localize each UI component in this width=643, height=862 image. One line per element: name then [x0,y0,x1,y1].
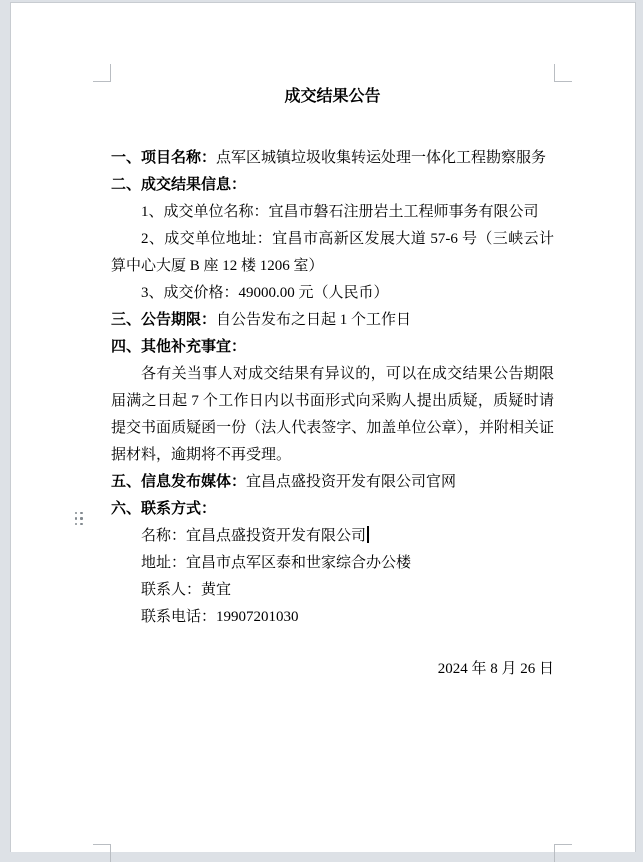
margin-crop-mark-top-left [93,64,111,82]
paragraph-text: 各有关当事人对成交结果有异议的，可以在成交结果公告期限届满之日起 7 个工作日内以书面形式向采购人提出质疑，质疑时请提交书面质疑函一份（法人代表签字、加盖单位公章），并附相关证据材料，逾期将不再受理。 [111,366,554,463]
para-result-info-heading [111,172,554,199]
para-price [111,280,554,307]
paragraph-text: 宜昌点盛投资开发有限公司官网 [246,474,457,490]
para-contact-heading [111,496,554,523]
para-contact-address [111,550,554,577]
paragraph-text: 3、成交价格：49000.00 元（人民币） [141,285,389,301]
para-publish-media [111,469,554,496]
heading-label: 三、公告期限： [111,312,217,328]
paragraph-text: 点军区城镇垃圾收集转运处理一体化工程勘察服务 [216,150,547,166]
para-winner-name [111,199,554,226]
para-objection-body [111,361,554,469]
paragraph-text: 联系电话：19907201030 [141,609,299,625]
drag-handle-icon[interactable] [75,512,83,528]
para-winner-address [111,226,554,280]
paragraph-text: 2、成交单位地址：宜昌市高新区发展大道 57-6 号（三峡云计算中心大厦 B 座 12 楼 1206 室） [111,231,554,274]
heading-label: 五、信息发布媒体： [111,474,247,490]
para-other-matters-heading [111,334,554,361]
margin-crop-mark-top-right [554,64,572,82]
heading-label: 四、其他补充事宜： [111,339,247,355]
para-contact-phone [111,604,554,631]
document-body [111,85,554,683]
para-contact-name [111,523,554,550]
paragraph-text: 地址：宜昌市点军区泰和世家综合办公楼 [141,555,412,571]
margin-crop-mark-bottom-right [554,844,572,862]
para-contact-person [111,577,554,604]
paragraph-text: 名称：宜昌点盛投资开发有限公司 [141,528,367,544]
para-project-name [111,145,554,172]
paragraph-text: 1、成交单位名称：宜昌市磐石注册岩土工程师事务有限公司 [141,204,539,220]
document-date: 2024 年 8 月 26 日 [437,661,554,677]
heading-label: 二、成交结果信息： [111,177,247,193]
paragraph-text: 自公告发布之日起 1 个工作日 [216,312,412,328]
paragraph-text: 联系人：黄宜 [141,582,232,598]
para-announcement-period [111,307,554,334]
heading-label: 一、项目名称： [111,150,217,166]
text-cursor [367,526,369,543]
document-title: 成交结果公告 [284,88,381,105]
document-page [10,2,636,852]
margin-crop-mark-bottom-left [93,844,111,862]
heading-label: 六、联系方式： [111,501,217,517]
